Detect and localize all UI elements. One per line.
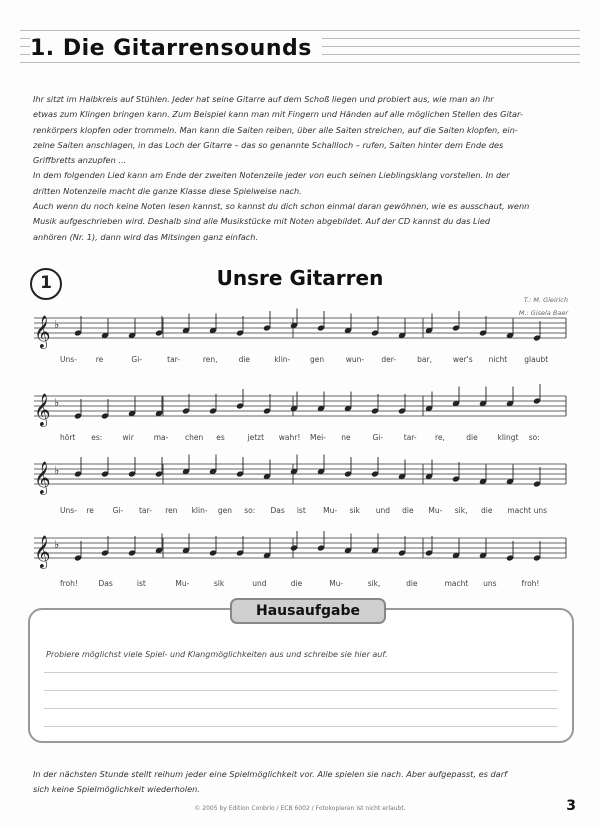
- lyric-syllable: ist: [136, 579, 146, 588]
- lyric-syllable: uns: [533, 506, 548, 515]
- intro-line: Musik aufgeschrieben wird. Deshalb sind alle Musikstücke mit Noten abgebildet. Auf der CD kannst du das Lied: [33, 216, 491, 227]
- lyric-syllable: macht: [507, 506, 532, 515]
- lyric-syllable: und: [375, 506, 391, 515]
- lyric-syllable: re: [95, 355, 104, 364]
- homework-title: Hausaufgabe: [230, 598, 386, 624]
- credit-lyrics: T.: M. Gleirich: [523, 296, 568, 304]
- lyric-syllable: es:: [91, 433, 103, 442]
- lyrics-row-1: [28, 355, 572, 367]
- credit-music: M.: Gisela Baer: [518, 309, 568, 317]
- lyric-syllable: gen: [217, 506, 233, 515]
- copyright-footer: © 2005 by Edition Conbrio / ECB 6002 / Fotokopieren ist nicht erlaubt.: [194, 805, 406, 812]
- lyric-syllable: so:: [244, 506, 256, 515]
- lyric-syllable: nicht: [488, 355, 508, 364]
- lyric-syllable: tar-: [403, 433, 417, 442]
- lyric-syllable: die: [466, 433, 478, 442]
- song-title: Unsre Gitarren: [216, 266, 384, 290]
- lyric-syllable: macht: [444, 579, 469, 588]
- intro-line: etwas zum Klingen bringen kann. Zum Beispiel kann man mit Fingern und Händen auf alle möglichen Stellen des Gitar-: [33, 109, 523, 120]
- lyric-syllable: wir: [122, 433, 134, 442]
- lyric-syllable: wahr!: [278, 433, 301, 442]
- treble-clef-icon: 𝄞: [34, 315, 51, 348]
- lyric-syllable: die: [406, 579, 418, 588]
- lyric-syllable: hört: [60, 433, 76, 442]
- intro-line: renkörpers klopfen oder trommeln. Man kann die Saiten reiben, über alle Saiten streichen, auf die Saiten klopfen, ein-: [33, 124, 518, 135]
- lyric-syllable: froh!: [521, 579, 540, 588]
- lyric-syllable: froh!: [60, 579, 78, 588]
- lyric-syllable: glaubt: [524, 355, 549, 364]
- outro-line: sich keine Spielmöglichkeit wiederholen.: [33, 783, 200, 794]
- lyric-syllable: klin-: [191, 506, 208, 515]
- lyric-syllable: jetzt: [247, 433, 265, 442]
- lyric-syllable: wun-: [345, 355, 365, 364]
- lyric-syllable: uns: [483, 579, 497, 588]
- flat-sign-icon: ♭: [54, 538, 60, 551]
- treble-clef-icon: 𝄞: [34, 535, 51, 568]
- lyric-syllable: die: [402, 506, 414, 515]
- lyric-syllable: es: [216, 433, 225, 442]
- lyric-syllable: ren: [165, 506, 178, 515]
- lyric-syllable: sik,: [454, 506, 468, 515]
- lyric-syllable: re,: [435, 433, 445, 442]
- lyric-syllable: Mu-: [323, 506, 338, 515]
- lyric-syllable: Mei-: [310, 433, 326, 442]
- intro-line: zelne Saiten anschlagen, in das Loch der Gitarre – das so genannte Schallloch – rufen, Saiten hinter dem Ende des: [33, 139, 504, 150]
- flat-sign-icon: ♭: [54, 318, 60, 331]
- writing-line[interactable]: [44, 690, 558, 691]
- lyric-syllable: ren,: [202, 355, 218, 364]
- lyric-syllable: so:: [528, 433, 540, 442]
- lyric-syllable: Das: [98, 579, 113, 588]
- lyric-syllable: tar-: [167, 355, 180, 364]
- lyric-syllable: sik,: [367, 579, 381, 588]
- lyric-syllable: Uns-: [60, 506, 77, 515]
- lyric-syllable: Mu-: [428, 506, 443, 515]
- intro-line: In dem folgenden Lied kann am Ende der zweiten Notenzeile jeder von euch seinen Lieblingsklang vorstellen. In der: [33, 170, 510, 181]
- lyric-syllable: und: [252, 579, 267, 588]
- lyric-syllable: ma-: [153, 433, 169, 442]
- flat-sign-icon: ♭: [54, 396, 60, 409]
- lyric-syllable: ist: [296, 506, 306, 515]
- lyric-syllable: die: [290, 579, 303, 588]
- lyrics-row-2: [28, 433, 572, 445]
- writing-line[interactable]: [44, 708, 558, 709]
- intro-line: Auch wenn du noch keine Noten lesen kannst, so kannst du dich schon einmal daran gewöhnen, wie es ausschaut, wenn: [33, 201, 530, 212]
- writing-line[interactable]: [44, 726, 558, 727]
- chapter-title: 1. Die Gitarrensounds: [30, 36, 322, 61]
- lyric-syllable: wer's: [452, 355, 473, 364]
- lyric-syllable: Uns-: [60, 355, 77, 364]
- homework-box: [28, 603, 574, 743]
- intro-line: anhören (Nr. 1), dann wird das Mitsingen ganz einfach.: [33, 231, 259, 242]
- homework-instruction: Probiere möglichst viele Spiel- und Klangmöglichkeiten aus und schreibe sie hier auf.: [46, 650, 388, 659]
- lyric-syllable: Gi-: [372, 433, 384, 442]
- lyric-syllable: Gi-: [112, 506, 124, 515]
- writing-line[interactable]: [44, 672, 558, 673]
- lyric-syllable: Gi-: [131, 355, 143, 364]
- lyric-syllable: klin-: [274, 355, 291, 364]
- outro-line: In der nächsten Stunde stellt reihum jeder eine Spielmöglichkeit vor. Alle spielen sie nach. Aber aufgepasst, es darf: [33, 769, 507, 779]
- lyric-syllable: Mu-: [175, 579, 190, 588]
- page-number: 3: [566, 798, 576, 814]
- flat-sign-icon: ♭: [54, 464, 60, 477]
- lyrics-row-3: [28, 506, 572, 518]
- treble-clef-icon: 𝄞: [34, 393, 51, 426]
- lyric-syllable: re: [86, 506, 94, 515]
- song-number-badge: 1: [30, 268, 62, 300]
- lyric-syllable: Mu-: [329, 579, 344, 588]
- lyric-syllable: Das: [270, 506, 285, 515]
- lyric-syllable: ne: [341, 433, 351, 442]
- intro-line: Ihr sitzt im Halbkreis auf Stühlen. Jeder hat seine Gitarre auf dem Schoß liegen und probiert aus, wie man an ihr: [33, 94, 494, 104]
- lyric-syllable: tar-: [138, 506, 152, 515]
- intro-line: Griffbretts anzupfen ...: [33, 155, 127, 166]
- lyric-syllable: bar,: [417, 355, 432, 364]
- intro-line: dritten Notenzeile macht die ganze Klasse diese Spielweise nach.: [33, 185, 302, 196]
- intro-text: [33, 92, 571, 245]
- lyric-syllable: die: [481, 506, 493, 515]
- lyric-syllable: sik: [213, 579, 225, 588]
- lyrics-row-4: [28, 579, 572, 591]
- outro-text: [33, 767, 573, 796]
- lyric-syllable: gen: [310, 355, 325, 364]
- lyric-syllable: sik: [349, 506, 360, 515]
- lyric-syllable: die: [238, 355, 251, 364]
- lyric-syllable: der-: [381, 355, 397, 364]
- treble-clef-icon: 𝄞: [34, 461, 51, 494]
- lyric-syllable: chen: [185, 433, 204, 442]
- lyric-syllable: klingt: [497, 433, 519, 442]
